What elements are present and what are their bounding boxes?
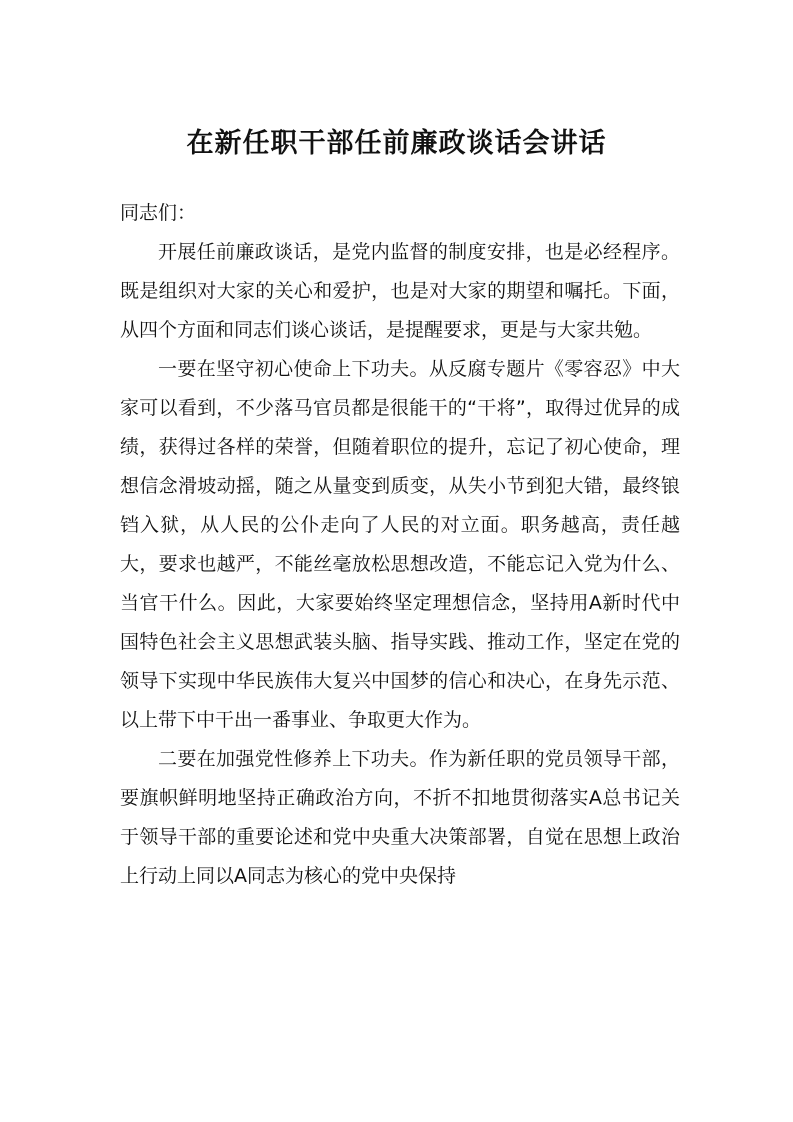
document-title: 在新任职干部任前廉政谈话会讲话 <box>186 128 607 159</box>
salutation: 同志们： <box>120 202 197 224</box>
paragraph-point-one: 一要在坚守初心使命上下功夫。从反腐专题片《零容忍》中大家可以看到，不少落马官员都是很能干的“干将”，取得过优异的成绩，获得过各样的荣誉，但随着职位的提升，忘记了初心使命，理想信念滑坡动摇，随之从量变到质变，从失小节到犯大错，最终锒铛入狱，从人民的公仆走向了人民的对立面。职务越高，责任越大，要求也越严，不能丝毫放松思想改造，不能忘记入党为什么、当官干什么。因此，大家要始终坚定理想信念，坚持用A新时代中国特色社会主义思想武装头脑、指导实践、推动工作，坚定在党的领导下实现中华民族伟大复兴中国梦的信心和决心，在身先示范、以上带下中干出一番事业、争取更大作为。 <box>120 358 680 731</box>
paragraph-point-two: 二要在加强党性修养上下功夫。作为新任职的党员领导干部，要旗帜鲜明地坚持正确政治方向，不折不扣地贯彻落实A总书记关于领导干部的重要论述和党中央重大决策部署，自觉在思想上政治上行动上同以A同志为核心的党中央保持 <box>120 748 680 887</box>
paragraph-intro: 开展任前廉政谈话，是党内监督的制度安排，也是必经程序。既是组织对大家的关心和爱护，也是对大家的期望和嘱托。下面，从四个方面和同志们谈心谈话，是提醒要求，更是与大家共勉。 <box>120 241 680 341</box>
document-body <box>120 194 680 896</box>
